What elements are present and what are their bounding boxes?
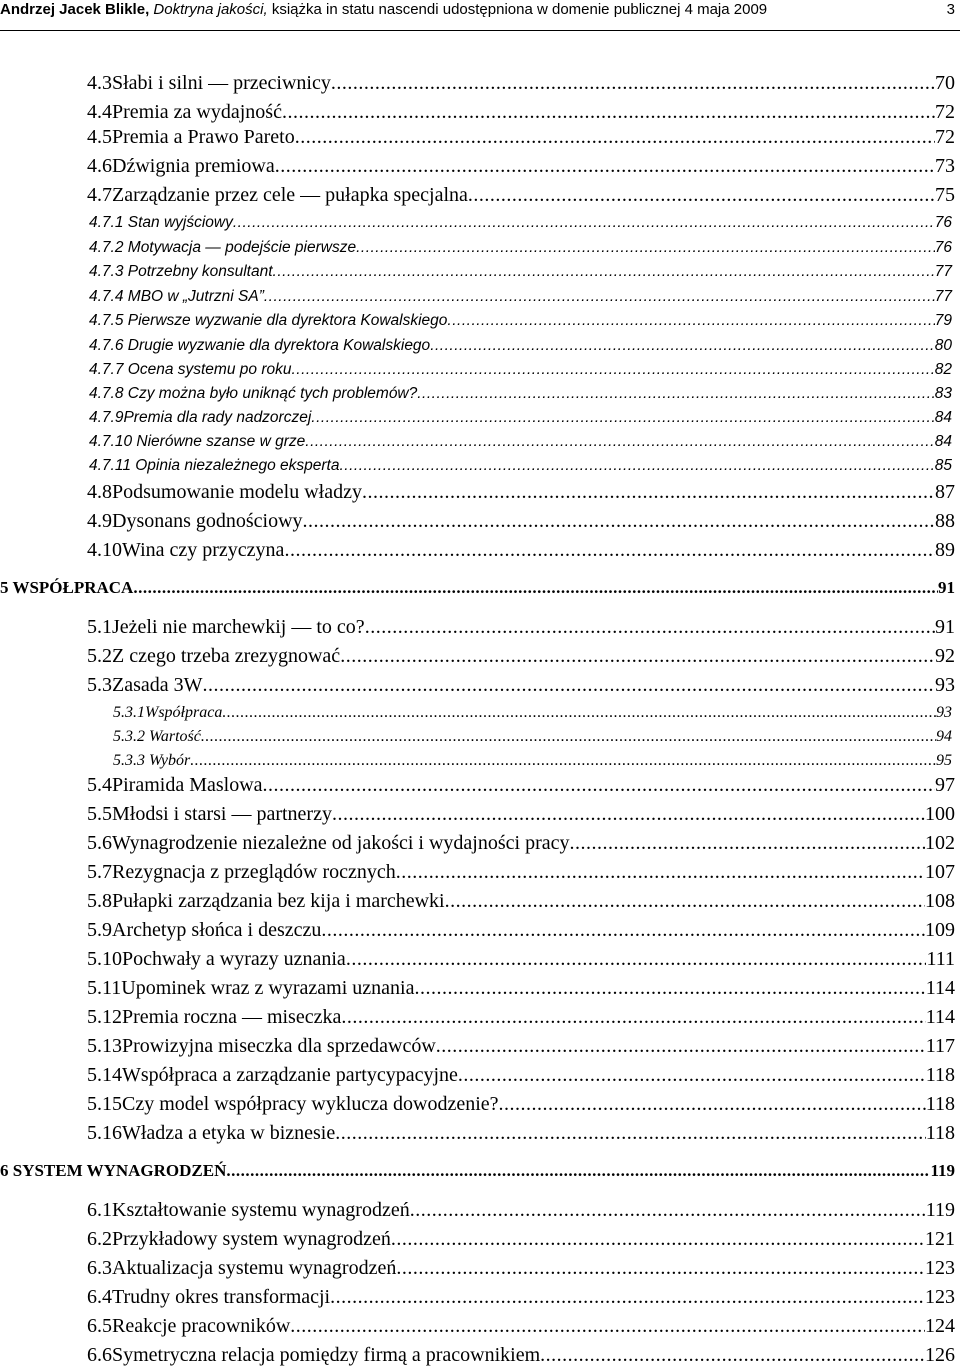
toc-dot-leader [203,674,935,697]
toc-entry-label: 6.5Reakcje pracowników [87,1315,291,1337]
toc-entry-label: 4.7.3 Potrzebny konsultant [89,263,273,280]
toc-dot-leader [570,832,926,855]
toc-dot-leader [264,288,935,306]
toc-entry[interactable] [87,1064,955,1087]
toc-entry-label: 5.3.2 Wartość [113,728,201,745]
toc-entry[interactable] [87,890,955,913]
toc-entry-label: 4.10Wina czy przyczyna [87,539,285,561]
toc-dot-leader [396,1257,925,1280]
toc-dot-leader [321,919,925,942]
toc-entry[interactable] [87,774,955,797]
toc-dot-leader [282,101,935,124]
header-note: książka in statu nascendi udostępniona w domenie publicznej 4 maja 2009 [271,1,768,18]
toc-entry-page: 85 [934,457,952,474]
toc-entry-page: 119 [930,1161,955,1180]
toc-dot-leader [468,184,935,207]
toc-entry-label: 5.3Zasada 3W [87,674,203,696]
toc-entry[interactable] [87,1228,955,1251]
toc-entry-label: 5.16Władza a etyka w biznesie [87,1122,336,1144]
toc-entry-label: 6.3Aktualizacja systemu wynagrodzeń [87,1257,397,1279]
toc-entry-page: 118 [925,1093,955,1115]
toc-entry-label: 5.8Pułapki zarządzania bez kija i marchewki [87,890,445,912]
toc-entry-label: 4.3Słabi i silni ― przeciwnicy [87,72,331,94]
page-header [0,0,960,31]
toc-entry-label: 4.7.11 Opinia niezależnego eksperta [89,457,340,474]
toc-entry-label: 5.15Czy model współpracy wyklucza dowodzenie? [87,1093,499,1115]
toc-entry-label: 4.8Podsumowanie modelu władzy [87,481,362,503]
toc-entry[interactable] [87,861,955,884]
toc-entry-page: 91 [935,616,955,638]
toc-dot-leader [447,312,934,330]
toc-entry-page: 117 [925,1035,955,1057]
toc-entry-label: 6.1Kształtowanie systemu wynagrodzeń [87,1199,410,1221]
toc-dot-leader [222,704,936,722]
toc-entry-page: 76 [934,214,952,231]
toc-entry[interactable] [89,457,952,475]
header-page-number: 3 [946,1,955,18]
toc-entry-label: 5.13Prowizyjna miseczka dla sprzedawców [87,1035,436,1057]
toc-entry-label: 4.7.5 Pierwsze wyzwanie dla dyrektora Kowalskiego [89,312,448,329]
toc-dot-leader [291,361,934,379]
toc-dot-leader [410,1199,926,1222]
toc-entry[interactable] [87,803,955,826]
toc-dot-leader [332,803,925,826]
toc-entry-label: 4.7.9Premia dla rady nadzorczej [89,409,312,426]
toc-entry[interactable] [89,409,952,427]
toc-entry-label: 5.2Z czego trzeba zrezygnować [87,645,341,667]
toc-entry-page: 114 [925,1006,955,1028]
toc-entry[interactable] [87,948,955,971]
toc-dot-leader [290,1315,925,1338]
toc-entry-page: 76 [934,239,952,256]
toc-entry-page: 119 [925,1199,955,1221]
toc-entry[interactable] [87,1199,955,1222]
toc-entry-page: 84 [934,409,952,426]
toc-dot-leader [540,1344,925,1367]
toc-entry[interactable] [89,288,952,306]
toc-entry[interactable] [87,1286,955,1309]
toc-entry-page: 108 [925,890,955,912]
toc-dot-leader [226,1161,930,1181]
toc-entry-label: 4.6Dźwignia premiowa [87,155,275,177]
toc-chapter-entry[interactable] [0,1161,955,1181]
toc-entry[interactable] [87,674,955,697]
header-title [0,0,767,20]
toc-entry-page: 89 [935,539,955,561]
toc-entry-label: 4.7.10 Nierówne szanse w grze [89,433,306,450]
toc-entry-page: 118 [925,1064,955,1086]
toc-entry-label: 4.7.4 MBO w „Jutrzni SA” [89,288,264,305]
toc-entry[interactable] [89,239,952,257]
toc-entry-page: 92 [935,645,955,667]
toc-entry-page: 93 [935,674,955,696]
toc-entry-label: 4.7Zarządzanie przez cele ― pułapka specjalna [87,184,468,206]
toc-dot-leader [335,1122,926,1145]
toc-entry-page: 83 [934,385,952,402]
toc-entry-page: 100 [925,803,955,825]
toc-dot-leader [396,861,925,884]
toc-entry-label: 4.5Premia a Prawo Pareto [87,126,295,148]
toc-entry[interactable] [89,214,952,232]
toc-entry[interactable] [113,704,952,722]
toc-entry[interactable] [89,312,952,330]
header-book-title: Doktryna jakości, [153,1,268,18]
toc-entry-page: 79 [934,312,952,329]
toc-dot-leader [303,510,935,533]
toc-entry-label: 5.3.1Współpraca [113,704,223,721]
toc-entry-label: 5.1Jeżeli nie marchewkij ― to co? [87,616,365,638]
toc-entry-label: 4.7.6 Drugie wyzwanie dla dyrektora Kowalskiego [89,337,431,354]
toc-dot-leader [190,752,936,770]
toc-entry[interactable] [87,1315,955,1338]
toc-dot-leader [284,539,935,562]
toc-entry-label: 6.2Przykładowy system wynagrodzeń [87,1228,391,1250]
toc-dot-leader [331,72,935,95]
toc-entry-label: 5.3.3 Wybór [113,752,191,769]
toc-entry[interactable] [87,977,955,1000]
toc-entry[interactable] [87,1035,955,1058]
toc-entry-page: 93 [936,704,952,721]
toc-entry-label: 5.11Upominek wraz z wyrazami uznania [87,977,415,999]
toc-entry-label: 5 WSPÓŁPRACA [0,578,134,597]
toc-entry-page: 72 [935,126,955,148]
toc-entry-page: 75 [935,184,955,206]
toc-entry-label: 5.4Piramida Maslowa [87,774,263,796]
toc-entry-label: 4.7.7 Ocena systemu po roku [89,361,292,378]
toc-entry-page: 114 [925,977,955,999]
toc-dot-leader [295,126,935,149]
toc-dot-leader [275,155,935,178]
toc-entry-label: 6.6Symetryczna relacja pomiędzy firmą a pracownikiem [87,1344,541,1366]
toc-entry-page: 124 [925,1315,955,1337]
toc-entry[interactable] [87,919,955,942]
toc-entry[interactable] [87,481,955,504]
toc-entry-page: 118 [925,1122,955,1144]
toc-entry-page: 123 [925,1257,955,1279]
toc-entry-page: 95 [936,752,952,769]
toc-entry-page: 70 [935,72,955,94]
toc-entry[interactable] [87,832,955,855]
toc-entry-page: 97 [935,774,955,796]
toc-dot-leader [414,977,925,1000]
toc-dot-leader [458,1064,926,1087]
toc-dot-leader [365,616,935,639]
toc-entry-page: 80 [934,337,952,354]
toc-entry-label: 4.7.1 Stan wyjściowy [89,214,233,231]
toc-entry[interactable] [87,510,955,533]
toc-dot-leader [346,948,927,971]
toc-entry[interactable] [87,1093,955,1116]
toc-entry[interactable] [113,752,952,770]
toc-entry-label: 6 SYSTEM WYNAGRODZEŃ [0,1161,227,1180]
header-author: Andrzej Jacek Blikle, [0,1,150,18]
toc-dot-leader [436,1035,926,1058]
toc-dot-leader [233,214,935,232]
toc-dot-leader [499,1093,926,1116]
toc-dot-leader [340,645,935,668]
toc-entry-label: 5.12Premia roczna ― miseczka [87,1006,342,1028]
toc-entry-page: 87 [935,481,955,503]
toc-entry-page: 121 [925,1228,955,1250]
toc-dot-leader [273,263,935,281]
toc-entry-label: 4.7.2 Motywacja ― podejście pierwsze [89,239,357,256]
toc-dot-leader [311,409,934,427]
toc-dot-leader [263,774,935,797]
toc-entry-page: 102 [925,832,955,854]
toc-entry[interactable] [87,72,955,95]
toc-entry[interactable] [87,126,955,149]
toc-entry-page: 91 [938,578,955,597]
toc-entry[interactable] [87,1006,955,1029]
toc-dot-leader [356,239,935,257]
toc-dot-leader [305,433,934,451]
toc-entry-page: 73 [935,155,955,177]
toc-dot-leader [339,457,934,475]
toc-dot-leader [445,890,925,913]
toc-entry-page: 77 [934,288,952,305]
toc-dot-leader [330,1286,925,1309]
toc-entry-page: 88 [935,510,955,532]
toc-entry-page: 111 [926,948,955,970]
toc-entry-label: 4.7.8 Czy można było uniknąć tych problemów? [89,385,418,402]
toc-dot-leader [201,728,936,746]
toc-entry-page: 123 [925,1286,955,1308]
toc-entry[interactable] [89,337,952,355]
toc-entry[interactable] [87,155,955,178]
toc-entry-label: 5.7Rezygnacja z przeglądów rocznych [87,861,396,883]
toc-entry[interactable] [87,184,955,207]
toc-dot-leader [133,578,938,598]
toc-entry-page: 72 [935,101,955,123]
toc-entry[interactable] [89,361,952,379]
toc-entry-page: 126 [925,1344,955,1366]
toc-dot-leader [341,1006,925,1029]
toc-entry-page: 77 [934,263,952,280]
toc-entry-page: 94 [936,728,952,745]
toc-dot-leader [430,337,935,355]
toc-entry-page: 84 [934,433,952,450]
toc-entry[interactable] [89,263,952,281]
toc-entry-label: 5.5Młodsi i starsi ― partnerzy [87,803,332,825]
toc-entry[interactable] [87,645,955,668]
toc-entry-page: 107 [925,861,955,883]
toc-entry[interactable] [87,1257,955,1280]
toc-entry[interactable] [113,728,952,746]
toc-entry-label: 5.10Pochwały a wyrazy uznania [87,948,346,970]
toc-entry[interactable] [87,101,955,124]
toc-entry-page: 82 [934,361,952,378]
toc-entry-label: 6.4Trudny okres transformacji [87,1286,331,1308]
toc-entry[interactable] [87,1122,955,1145]
toc-dot-leader [417,385,935,403]
toc-dot-leader [362,481,935,504]
toc-entry[interactable] [87,616,955,639]
toc-entry-page: 109 [925,919,955,941]
toc-entry-label: 5.6Wynagrodzenie niezależne od jakości i wydajności pracy [87,832,570,854]
toc-entry-label: 4.9Dysonans godnościowy [87,510,303,532]
toc-dot-leader [391,1228,925,1251]
toc-entry[interactable] [87,1344,955,1367]
toc-entry-label: 5.9Archetyp słońca i deszczu [87,919,322,941]
toc-entry[interactable] [87,539,955,562]
toc-entry-label: 4.4Premia za wydajność [87,101,282,123]
toc-entry[interactable] [89,385,952,403]
toc-entry[interactable] [89,433,952,451]
toc-chapter-entry[interactable] [0,578,955,598]
toc-entry-label: 5.14Współpraca a zarządzanie partycypacyjne [87,1064,458,1086]
